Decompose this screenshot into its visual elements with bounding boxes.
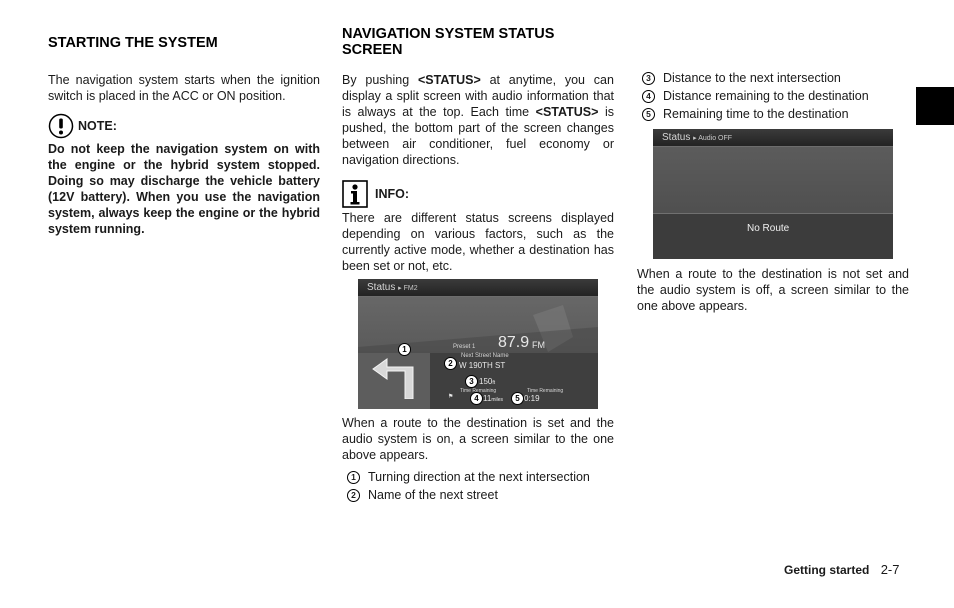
no-route-panel — [653, 213, 893, 259]
status-screen-no-route — [653, 129, 893, 259]
intersection-distance: 150ft — [479, 377, 496, 386]
info-icon — [342, 180, 368, 208]
screen-title-bar — [358, 279, 598, 297]
screen-title: Status — [367, 282, 396, 293]
screen2-caption: When a route to the destination is not set and the audio system is off, a screen similar to the one above appears. — [637, 267, 909, 313]
next-street-name: W 190TH ST — [459, 361, 506, 370]
flag-icon: ⚑ — [448, 394, 454, 400]
list-text: Turning direction at the next intersection — [368, 470, 590, 484]
screen-title-source: ▸ Audio OFF — [693, 135, 733, 142]
time-remaining-label-2: Time Remaining — [527, 388, 564, 394]
radio-band: FM — [532, 340, 545, 350]
info-text: There are different status screens displayed depending on various factors, such as the currently active mode, whether a destination has been set or not, etc. — [342, 211, 614, 273]
chapter-tab-marker — [916, 87, 954, 125]
page-footer — [784, 562, 899, 577]
list-number: 5 — [642, 108, 655, 121]
list-item — [642, 105, 912, 123]
callout-badge-4: 4 — [470, 392, 483, 405]
status-key-1: <STATUS> — [418, 73, 481, 87]
note-label: NOTE: — [78, 119, 117, 133]
screen-title-source: ▸ FM2 — [398, 285, 418, 292]
status-key-2: <STATUS> — [535, 105, 599, 119]
callout-badge-1: 1 — [398, 343, 411, 356]
status-screen-route — [358, 279, 598, 409]
warning-icon — [48, 113, 74, 139]
list-number: 4 — [642, 90, 655, 103]
list-text: Distance remaining to the destination — [663, 89, 869, 103]
list-item — [642, 69, 912, 87]
callout-badge-5: 5 — [511, 392, 524, 405]
legend-list-2 — [642, 69, 912, 123]
note-box — [48, 113, 320, 237]
info-box — [342, 180, 614, 274]
list-number: 2 — [347, 489, 360, 502]
list-number: 3 — [642, 72, 655, 85]
page-number: 2-7 — [880, 562, 900, 577]
status-intro-b: at anytime, you can display a split screen with audio information that is always at the top. Each time — [342, 73, 614, 119]
legend-list-1 — [347, 468, 617, 504]
list-text: Name of the next street — [368, 488, 498, 502]
footer-section: Getting started — [784, 563, 870, 577]
list-number: 1 — [347, 471, 360, 484]
preset-label: Preset 1 — [453, 344, 476, 350]
no-route-message: No Route — [747, 223, 790, 234]
note-text: Do not keep the navigation system on with the engine or the hybrid system stopped. Doing so may discharge the vehicle battery (12V battery). When you use the navigation system, always keep the engine or the hybrid system running. — [48, 142, 320, 236]
remaining-time: 0:19 — [524, 394, 540, 403]
screen-title: Status — [662, 132, 691, 143]
status-heading-line2: SCREEN — [342, 42, 403, 58]
turn-arrow-icon — [371, 353, 419, 399]
list-item — [642, 87, 912, 105]
status-intro-text — [342, 72, 614, 168]
next-street-label: Next Street Name — [461, 353, 509, 359]
starting-intro-text: The navigation system starts when the ignition switch is placed in the ACC or ON position. — [48, 73, 320, 103]
screen-title-bar — [653, 129, 893, 147]
time-remaining-label-1: Time Remaining — [460, 388, 497, 394]
radio-frequency: 87.9 — [498, 334, 530, 351]
screen1-caption: When a route to the destination is set and the audio system is on, a screen similar to the one above appears. — [342, 416, 614, 462]
info-label: INFO: — [375, 187, 410, 201]
section-heading-starting: STARTING THE SYSTEM — [48, 35, 218, 51]
remaining-distance: 11miles — [483, 394, 503, 403]
list-text: Remaining time to the destination — [663, 107, 849, 121]
status-intro-a: By pushing — [342, 73, 410, 87]
section-heading-status — [342, 26, 617, 58]
status-intro-c: is pushed, the bottom part of the screen changes between air conditioner, fuel economy or navigation directions. — [342, 105, 614, 167]
status-heading-line1: NAVIGATION SYSTEM STATUS — [342, 26, 555, 42]
list-item — [347, 486, 617, 504]
callout-badge-2: 2 — [444, 357, 457, 370]
list-text: Distance to the next intersection — [663, 71, 841, 85]
list-item — [347, 468, 617, 486]
callout-badge-3: 3 — [465, 375, 478, 388]
